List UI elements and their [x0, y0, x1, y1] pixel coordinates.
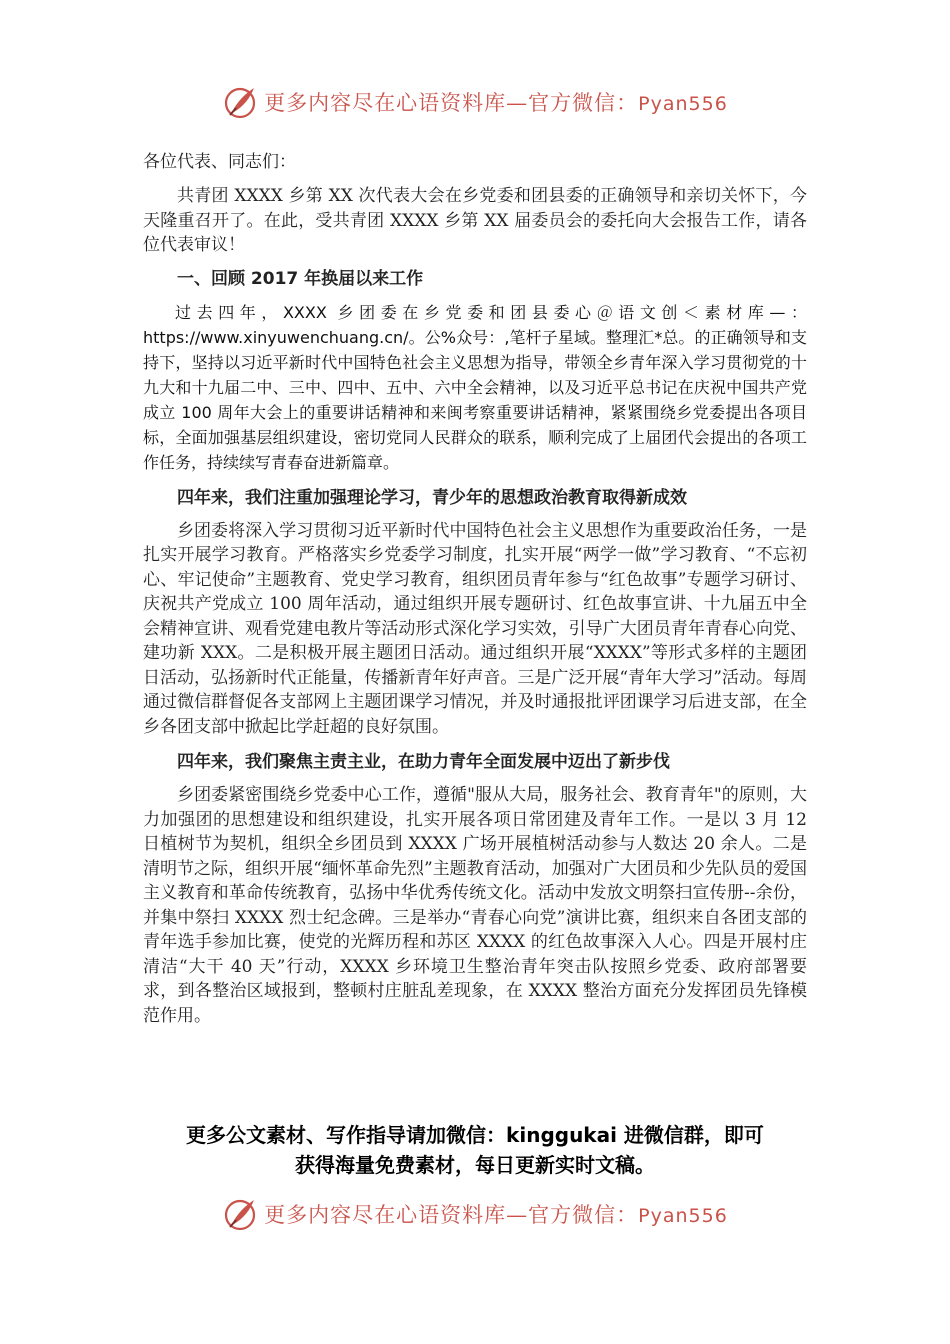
promo-notice — [143, 1120, 807, 1180]
banner-text: 更多内容尽在心语资料库—官方微信：Pyan556 — [264, 91, 728, 115]
banner-text: 更多内容尽在心语资料库—官方微信：Pyan556 — [264, 1203, 728, 1227]
section-heading-review: 一、回顾 2017 年换届以来工作 — [177, 268, 424, 289]
paragraph-past-four-years: 过去四年，XXXX 乡团委在乡党委和团县委心＠语文创＜素材库—：https://www.xinyuwenchuang.cn/。公%众号：,笔杆子星域。整理汇*总。的正确领导和支持下，坚持以习近平新时代中国特色社会主义思想为指导，带领全乡青年深入学习贯彻党的十九大和十九届二中、三中、四中、五中、六中全会精神，以及习近平总书记在庆祝中国共产党成立 100 周年大会上的重要讲话精神和来闽考察重要讲话精神，紧紧围绕乡党委提出各项目标，全面加强基层组织建设，密切党同人民群众的联系，顺利完成了上届团代会提出的各项工作任务，持续续写青春奋进新篇章。 — [143, 302, 807, 472]
document-body — [143, 150, 807, 1028]
banner-wechat-id: Pyan556 — [638, 93, 728, 115]
paragraph-main-duties: 乡团委紧密围绕乡党委中心工作，遵循"服从大局，服务社会、教育青年"的原则，大力加强团的思想建设和组织建设，扎实开展各项日常团建及青年工作。一是以 3 月 12 日植树节为契机，组织全乡团员到 XXXX 广场开展植树活动参与人数达 20 余人。二是清明节之际，组织开展“缅怀革命先烈”主题教育活动，加强对广大团员和少先队员的爱国主义教育和革命传统教育，弘扬中华优秀传统文化。活动中发放文明祭扫宣传册--余份，并集中祭扫 XXXX 烈士纪念碑。三是举办“青春心向党”演讲比赛，组织来自各团支部的青年选手参加比赛，使党的光辉历程和苏区 XXXX 的红色故事深入人心。四是开展村庄清洁“大干 40 天”行动，XXXX 乡环境卫生整治青年突击队按照乡党委、政府部署要求，到各整治区域报到，整顿村庄脏乱差现象，在 XXXX 整治方面充分发挥团员先锋模范作用。 — [143, 785, 807, 1026]
quill-logo-icon — [222, 1196, 258, 1232]
salutation: 各位代表、同志们： — [143, 152, 296, 172]
subheading-theory-study: 四年来，我们注重加强理论学习，青少年的思想政治教育取得新成效 — [177, 487, 687, 508]
promo-line-2: 获得海量免费素材，每日更新实时文稿。 — [295, 1153, 655, 1177]
intro-paragraph: 共青团 XXXX 乡第 XX 次代表大会在乡党委和团县委的正确领导和亲切关怀下，今天隆重召开了。在此，受共青团 XXXX 乡第 XX 届委员会的委托向大会报告工作，请各位代表审议！ — [143, 186, 807, 255]
footer-watermark-banner — [0, 1192, 950, 1236]
quill-logo-icon — [222, 84, 258, 120]
banner-wechat-id: Pyan556 — [638, 1205, 728, 1227]
paragraph-theory-study: 乡团委将深入学习贯彻习近平新时代中国特色社会主义思想作为重要政治任务，一是扎实开展学习教育。严格落实乡党委学习制度，扎实开展“两学一做”学习教育、“不忘初心、牢记使命”主题教育、党史学习教育，组织团员青年参与“红色故事”专题学习研讨、庆祝共产党成立 100 周年活动，通过组织开展专题研讨、红色故事宣讲、十九届五中全会精神宣讲、观看党建电教片等活动形式深化学习实效，引导广大团员青年青春心向党、建功新 XXX。二是积极开展主题团日活动。通过组织开展“XXXX”等形式多样的主题团日活动，弘扬新时代正能量，传播新青年好声音。三是广泛开展“青年大学习”活动。每周通过微信群督促各支部网上主题团课学习情况，并及时通报批评团课学习后进支部，在全乡各团支部中掀起比学赶超的良好氛围。 — [143, 520, 807, 737]
header-watermark-banner — [0, 80, 950, 124]
promo-line-1: 更多公文素材、写作指导请加微信：kinggukai 进微信群，即可 — [186, 1123, 764, 1147]
subheading-main-duties: 四年来，我们聚焦主责主业，在助力青年全面发展中迈出了新步伐 — [177, 752, 670, 772]
